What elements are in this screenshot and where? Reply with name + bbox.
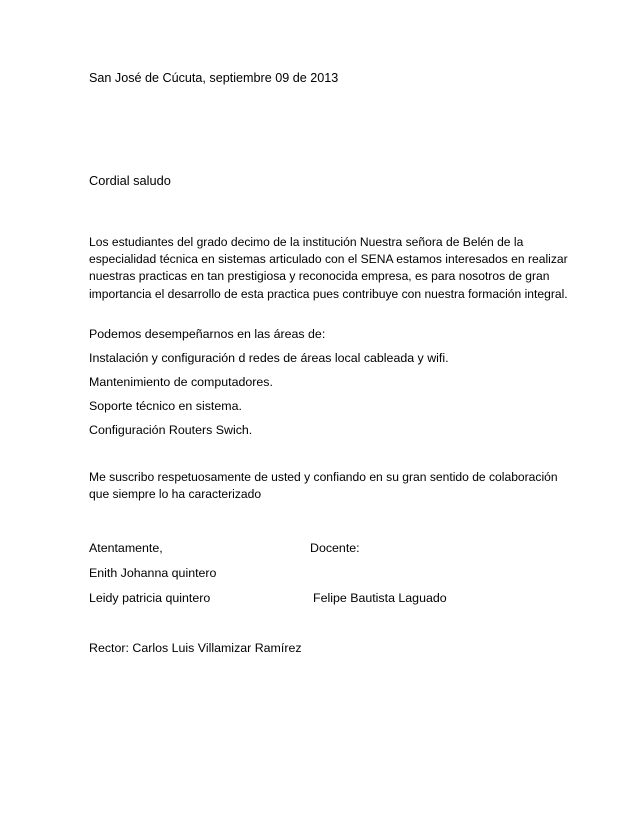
intro-paragraph-line: especialidad técnica en sistemas articulado con el SENA estamos interesados en realizar [89,252,568,267]
closing-paragraph [89,469,558,504]
student-name: Enith Johanna quintero [89,566,217,580]
area-item: Mantenimiento de computadores. [89,375,273,389]
rector-line: Rector: Carlos Luis Villamizar Ramírez [89,641,302,655]
teacher-name: Felipe Bautista Laguado [313,591,447,605]
letter-dateline: San José de Cúcuta, septiembre 09 de 2013 [89,71,339,85]
intro-paragraph-line: nuestras practicas en tan prestigiosa y reconocida empresa, es para nosotros de gran [89,269,550,284]
signoff-heading: Atentamente, [89,541,163,555]
teacher-heading: Docente: [310,541,360,555]
letter-greeting: Cordial saludo [89,173,171,188]
intro-paragraph-line: Los estudiantes del grado decimo de la institución Nuestra señora de Belén de la [89,235,524,249]
intro-paragraph-line: importancia el desarrollo de esta practica pues contribuye con nuestra formación integral. [89,286,568,301]
areas-intro: Podemos desempeñarnos en las áreas de: [89,327,326,341]
intro-paragraph [89,234,568,303]
student-name: Leidy patricia quintero [89,591,211,605]
closing-paragraph-line: que siempre lo ha caracterizado [89,487,262,502]
area-item: Instalación y configuración d redes de áreas local cableada y wifi. [89,351,449,365]
closing-paragraph-line: Me suscribo respetuosamente de usted y confiando en su gran sentido de colaboración [89,470,558,484]
area-item: Configuración Routers Swich. [89,423,253,437]
area-item: Soporte técnico en sistema. [89,399,242,413]
